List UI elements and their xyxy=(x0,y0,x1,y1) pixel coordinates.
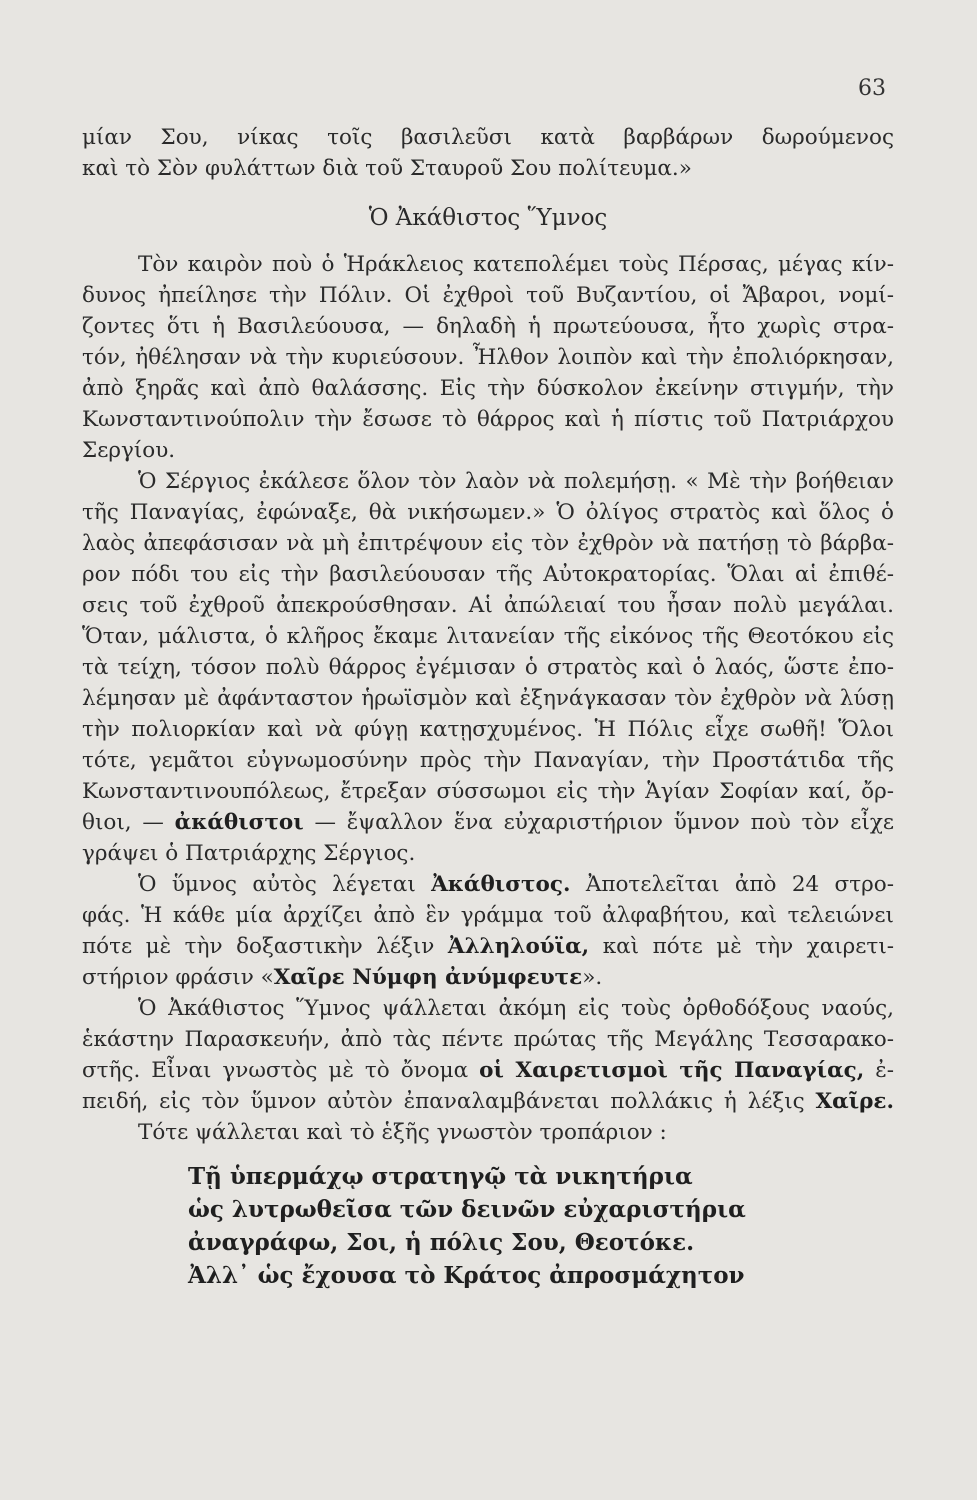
text-line xyxy=(82,1086,894,1117)
text-line: Ὁ Σέργιος ἐκάλεσε ὅλον τὸν λαὸν νὰ πολεμήσῃ. « Μὲ τὴν βοήθειαν xyxy=(138,469,894,494)
text-fragment: στῆς. Εἶναι γνωστὸς μὲ τὸ ὄνομα xyxy=(82,1058,469,1083)
text-line: φάς. Ἡ κάθε μία ἀρχίζει ἀπὸ ἓν γράμμα τοῦ ἀλφαβήτου, καὶ τελειώνει xyxy=(82,903,894,928)
text-fragment: καὶ πότε μὲ τὴν χαιρετι- xyxy=(602,934,895,959)
text-line: Τότε ψάλλεται καὶ τὸ ἑξῆς γνωστὸν τροπάριον : xyxy=(138,1120,667,1145)
text-line: ρον πόδι του εἰς τὴν βασιλεύουσαν τῆς Αὐτοκρατορίας. Ὅλαι αἱ ἐπιθέ- xyxy=(82,562,894,587)
text-line: τῆς Παναγίας, ἐφώναξε, θὰ νικήσωμεν.» Ὁ ὀλίγος στρατὸς καὶ ὅλος ὁ xyxy=(82,500,894,525)
bold-term: Ἀκάθιστος. xyxy=(431,872,571,897)
bold-term: οἱ Χαιρετισμοὶ τῆς Παναγίας, xyxy=(479,1058,865,1083)
text-line xyxy=(82,962,894,993)
text-fragment: Ἀποτελεῖται ἀπὸ 24 στρο- xyxy=(585,872,894,897)
bold-term: ἀκάθιστοι xyxy=(174,810,304,835)
bold-term: Χαῖρε. xyxy=(815,1089,894,1114)
text-line: ἑκάστην Παρασκευήν, ἀπὸ τὰς πέντε πρώτας τῆς Μεγάλης Τεσσαρακο- xyxy=(82,1027,894,1052)
text-fragment: πότε μὲ τὴν δοξαστικὴν λέξιν xyxy=(82,934,435,959)
text-line: λέμησαν μὲ ἀφάνταστον ἡρωϊσμὸν καὶ ἐξηνάγκασαν τὸν ἐχθρὸν νὰ λύσῃ xyxy=(82,686,894,711)
text-line: τὰ τείχη, τόσον πολὺ θάρρος ἐγέμισαν ὁ στρατὸς καὶ ὁ λαός, ὥστε ἐπο- xyxy=(82,655,894,680)
text-fragment: Ὁ ὕμνος αὐτὸς λέγεται xyxy=(138,872,416,897)
text-line: λαὸς ἀπεφάσισαν νὰ μὴ ἐπιτρέψουν εἰς τὸν ἐχθρὸν νὰ πατήσῃ τὸ βάρβα- xyxy=(82,531,894,556)
hymn-line: Ἀλλ᾽ ὡς ἔχουσα τὸ Κράτος ἀπροσμάχητον xyxy=(188,1262,745,1289)
text-line: δυνος ἠπείλησε τὴν Πόλιν. Οἱ ἐχθροὶ τοῦ Βυζαντίου, οἱ Ἄβαροι, νομί- xyxy=(82,283,894,308)
text-fragment: — ἔψαλλον ἕνα εὐχαριστήριον ὕμνον ποὺ τὸν εἶχε xyxy=(314,810,894,835)
bold-term: Χαῖρε Νύμφη ἀνύμφευτε xyxy=(273,965,583,990)
text-line: καὶ τὸ Σὸν φυλάττων διὰ τοῦ Σταυροῦ Σου πολίτευμα.» xyxy=(82,156,692,181)
text-line xyxy=(82,807,894,838)
troparion-hymn xyxy=(82,1160,894,1292)
bold-term: Ἀλληλούϊα, xyxy=(447,934,590,959)
text-fragment: πειδή, εἰς τὸν ὕμνον αὐτὸν ἐπαναλαμβάνεται πολλάκις ἡ λέξις xyxy=(82,1089,805,1114)
text-line: ζοντες ὅτι ἡ Βασιλεύουσα, — δηλαδὴ ἡ πρωτεύουσα, ἦτο χωρὶς στρα- xyxy=(82,314,894,339)
text-fragment: θιοι, — xyxy=(82,810,164,835)
text-fragment: ἐ- xyxy=(875,1058,894,1083)
text-line: Κωνσταντινουπόλεως, ἔτρεξαν σύσσωμοι εἰς τὴν Ἁγίαν Σοφίαν καί, ὄρ- xyxy=(82,779,894,804)
text-line: Τὸν καιρὸν ποὺ ὁ Ἡράκλειος κατεπολέμει τοὺς Πέρσας, μέγας κίν- xyxy=(138,252,894,277)
text-line: Κωνσταντινούπολιν τὴν ἔσωσε τὸ θάρρος καὶ ἡ πίστις τοῦ Πατριάρχου xyxy=(82,407,894,432)
page-number: 63 xyxy=(858,76,886,101)
text-line: σεις τοῦ ἐχθροῦ ἀπεκρούσθησαν. Αἱ ἀπώλειαί του ἦσαν πολὺ μεγάλαι. xyxy=(82,593,894,618)
text-line: τὴν πολιορκίαν καὶ νὰ φύγῃ κατῃσχυμένος. Ἡ Πόλις εἶχε σωθῆ! Ὅλοι xyxy=(82,717,894,742)
section-heading: Ὁ Ἀκάθιστος Ὕμνος xyxy=(368,205,608,231)
text-line: Ὁ Ἀκάθιστος Ὕμνος ψάλλεται ἀκόμη εἰς τοὺς ὀρθοδόξους ναούς, xyxy=(138,996,894,1021)
hymn-line: Τῇ ὑπερμάχῳ στρατηγῷ τὰ νικητήρια xyxy=(188,1163,693,1190)
text-line: γράψει ὁ Πατριάρχης Σέργιος. xyxy=(82,841,416,866)
hymn-line: ἀναγράφω, Σοι, ἡ πόλις Σου, Θεοτόκε. xyxy=(188,1229,695,1256)
text-line: μίαν Σου, νίκας τοῖς βασιλεῦσι κατὰ βαρβάρων δωρούμενος xyxy=(82,125,894,150)
text-line xyxy=(82,1055,894,1086)
text-line: τότε, γεμᾶτοι εὐγνωμοσύνην πρὸς τὴν Παναγίαν, τὴν Προστάτιδα τῆς xyxy=(82,748,894,773)
text-line: Σεργίου. xyxy=(82,438,176,463)
text-line xyxy=(82,931,894,962)
hymn-line: ὡς λυτρωθεῖσα τῶν δεινῶν εὐχαριστήρια xyxy=(188,1196,746,1223)
text-line: τόν, ἠθέλησαν νὰ τὴν κυριεύσουν. Ἦλθον λοιπὸν καὶ τὴν ἐπολιόρκησαν, xyxy=(82,345,894,370)
text-line: ἀπὸ ξηρᾶς καὶ ἀπὸ θαλάσσης. Εἰς τὴν δύσκολον ἐκείνην στιγμήν, τὴν xyxy=(82,376,894,401)
page-content xyxy=(82,122,894,1292)
text-line xyxy=(82,869,894,900)
text-fragment: στήριον φράσιν « xyxy=(82,965,274,990)
text-fragment: ». xyxy=(582,965,603,990)
text-line: Ὅταν, μάλιστα, ὁ κλῆρος ἔκαμε λιτανείαν τῆς εἰκόνος τῆς Θεοτόκου εἰς xyxy=(82,624,894,649)
